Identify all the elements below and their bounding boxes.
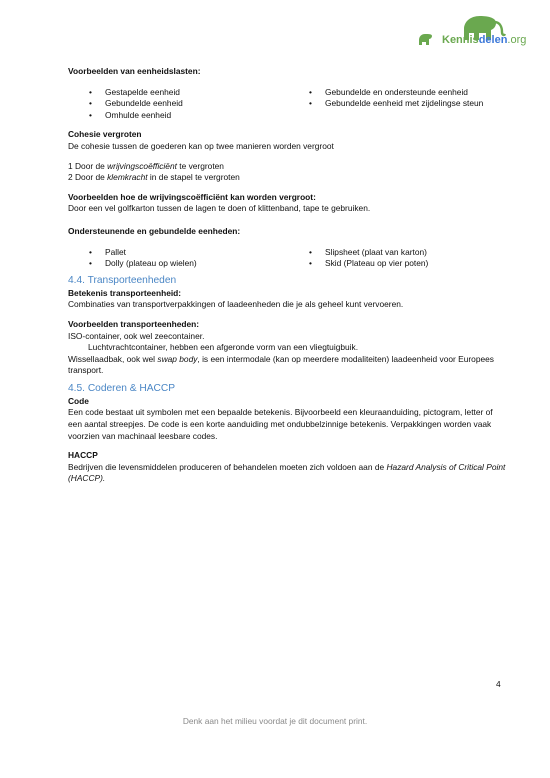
list-item: • Gebundelde eenheid — [68, 98, 288, 110]
kennisdelen-logo — [418, 14, 536, 54]
logo-word-tld: .org — [507, 34, 527, 46]
code-text: Een code bestaat uit symbolen met een bepaalde betekenis. Bijvoorbeeld een kleuraanduiding, pictogram, letter of een aantal streepjes. De code is een korte aanduiding met ondubbelzinnige betekenis. Verpakkingen worden vaak voorzien van machinaal leesbare codes. — [68, 407, 493, 441]
document-body — [68, 66, 508, 485]
list-item: • Gebundelde eenheid met zijdelingse steun — [288, 98, 508, 110]
eenheidslasten-list — [68, 87, 508, 122]
list-item: • Slipsheet (plaat van karton) — [288, 247, 508, 259]
list-item: • Gestapelde eenheid — [68, 87, 288, 99]
list-item: • Dolly (plateau op wielen) — [68, 258, 288, 270]
ondersteunende-heading: Ondersteunende en gebundelde eenheden: — [68, 225, 241, 236]
list-item: • Omhulde eenheid — [68, 110, 288, 122]
haccp-text: Bedrijven die levensmiddelen produceren of behandelen moeten zich voldoen aan de Hazard Analysis of Critical Point (HACCP). — [68, 461, 506, 484]
page-footer: Denk aan het milieu voordat je dit document print. — [182, 716, 368, 726]
wrijving-text: Door een vel golfkarton tussen de lagen te doen of klittenband, tape te gebruiken. — [68, 203, 371, 214]
cohesie-heading: Cohesie vergroten — [68, 129, 142, 140]
transporteenheden-heading: Voorbeelden transporteenheden: — [68, 318, 200, 329]
transporteenheid-iso: ISO-container, ook wel zeecontainer. — [68, 330, 205, 341]
cohesie-text: De cohesie tussen de goederen kan op twee manieren worden vergroot — [68, 140, 334, 151]
section-heading-4-5: 4.5. Coderen & HACCP — [68, 382, 176, 394]
transporteenheid-lucht: Luchtvrachtcontainer, hebben een afgeronde vorm van een vliegtuigbuik. — [88, 342, 359, 353]
ondersteunende-list — [68, 247, 508, 270]
wrijving-heading: Voorbeelden hoe de wrijvingscoëfficiënt kan worden vergroot: — [68, 191, 316, 202]
logo-word-delen: delen — [478, 34, 508, 46]
betekenis-heading: Betekenis transporteenheid: — [68, 287, 182, 298]
cohesie-line-2: 2 Door de klemkracht in de stapel te vergroten — [68, 172, 240, 183]
haccp-heading: HACCP — [68, 450, 98, 461]
list-item: • Pallet — [68, 247, 288, 259]
transporteenheid-wissellaadbak: Wissellaadbak, ook wel swap body, is een intermodale (kan op meerdere modaliteiten) laadeenheid voor Europees transport. — [68, 353, 494, 376]
logo-word-kennis: Kennis — [442, 34, 479, 46]
betekenis-text: Combinaties van transportverpakkingen of laadeenheden die je als geheel kunt vervoeren. — [68, 299, 404, 310]
section-heading-4-4: 4.4. Transporteenheden — [68, 274, 177, 286]
list-item: • Skid (Plateau op vier poten) — [288, 258, 508, 270]
page-number: 4 — [496, 679, 501, 689]
cohesie-line-1: 1 Door de wrijvingscoëfficiënt te vergroten — [68, 160, 224, 171]
list-item: • Gebundelde en ondersteunde eenheid — [288, 87, 508, 99]
logo-wordmark — [442, 34, 526, 46]
eenheidslasten-heading: Voorbeelden van eenheidslasten: — [68, 66, 201, 76]
code-heading: Code — [68, 395, 89, 406]
